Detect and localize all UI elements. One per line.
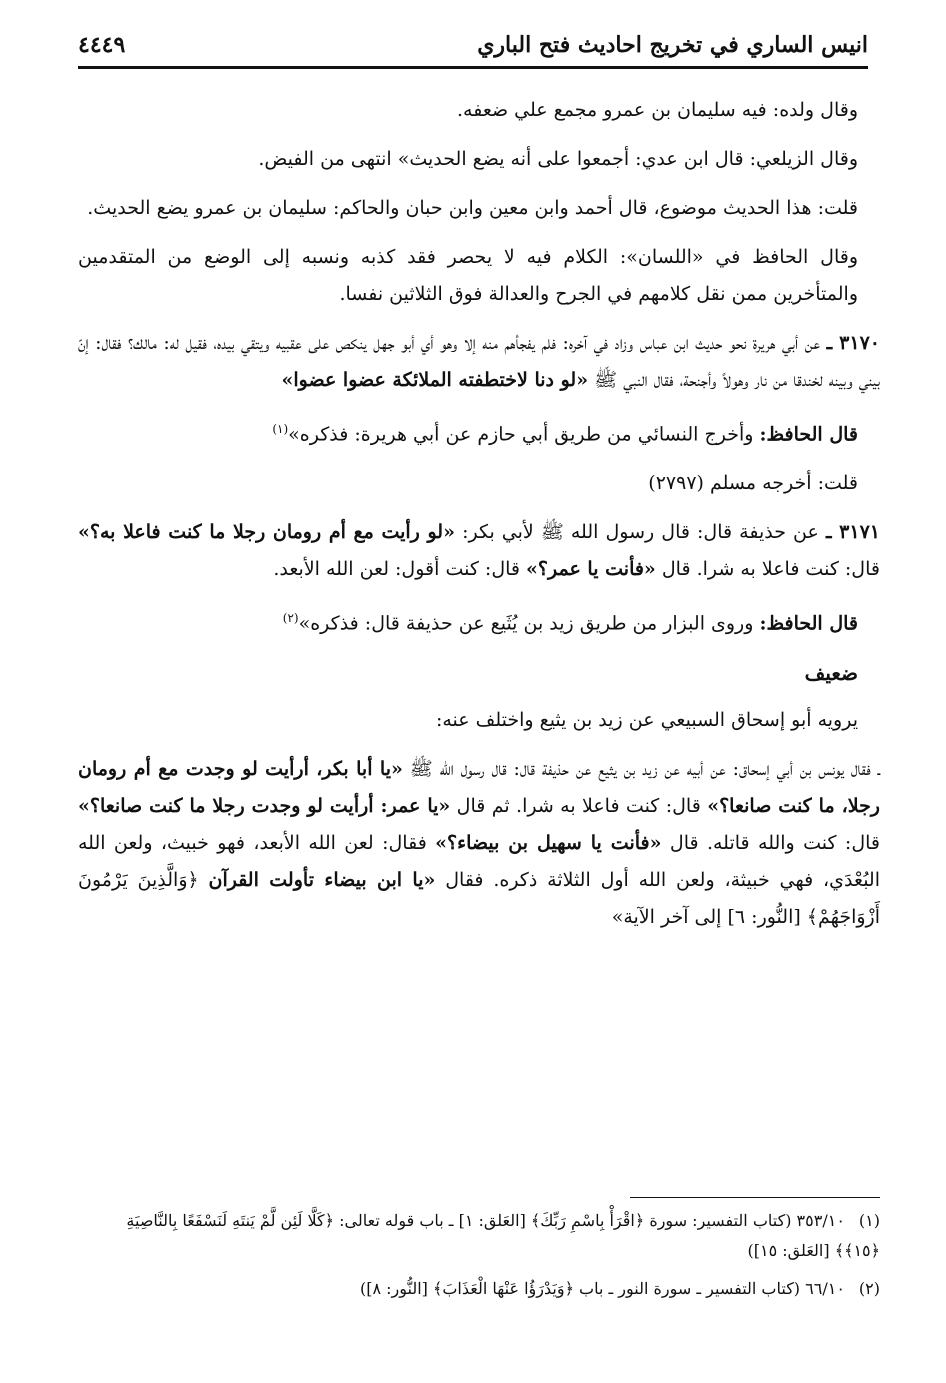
- narration-text: قال: كنت والله قاتله. قال: [669, 831, 880, 854]
- paragraph: وقال ولده: فيه سليمان بن عمرو مجمع علي ضعفه.: [456, 99, 858, 121]
- footnote: [78, 1206, 880, 1266]
- hadith-text: عن حذيفة قال: قال رسول الله ﷺ لأبي بكر:: [462, 521, 819, 544]
- hafiz-text: وروى البزار من طريق زيد بن يُثَيع عن حذيفة قال: فذكره»: [298, 612, 754, 635]
- footnote-number: (٢): [858, 1279, 880, 1298]
- footnote-text: ٣٥٣/١٠ (كتاب التفسير: سورة ﴿اقْرَأْ بِاسْمِ رَبِّكَ﴾ [العَلق: ١] ـ باب قوله تعالى: ﴿كَلَّا لَئِن لَّمْ يَنتَهِ لَنَسْفَعًا بِالنَّاصِيَةِ ﴿١٥﴾﴾ [العَلق: ١٥]): [126, 1211, 880, 1260]
- narration-text: قال: كنت فاعلا به شرا. ثم قال: [456, 794, 701, 817]
- footnote-ref: (١): [272, 422, 289, 436]
- footnote-text: ٦٦/١٠ (كتاب التفسير ـ سورة النور ـ باب ﴿وَيَدْرَؤُا عَنْهَا الْعَذَابَ﴾ [النُّور: ٨]): [359, 1279, 845, 1298]
- narration-text: فقال: لعن الله الأبعد، فهو خبيث، ولعن الله البُعْدَي، فهي خبيثة، ولعن الله أول الثلاثة ذكره. فقال: [78, 831, 880, 891]
- hafiz-comment: [78, 600, 880, 642]
- hadith-number: ٣١٧٠ ـ: [826, 332, 880, 354]
- hadith-3170: [78, 325, 880, 399]
- paragraph: وقال الحافظ في «اللسان»: الكلام فيه لا يحصر فقد كذبه ونسبه إلى الوضع من المتقدمين والمتأخرين ممن نقل كلامهم في الجرح والعدالة فوق الثلاثين نفسا.: [78, 246, 858, 305]
- header-rule: [78, 66, 868, 69]
- prophetic-quote: «يا ابن بيضاء تأولت القرآن: [208, 868, 436, 891]
- prophetic-quote: «لو دنا لاختطفته الملائكة عضوا عضوا»: [281, 369, 589, 391]
- hadith-text: قال: كنت أقول: لعن الله الأبعد.: [273, 558, 520, 581]
- paragraph: وقال الزيلعي: قال ابن عدي: أجمعوا على أنه يضع الحديث» انتهى من الفيض.: [258, 148, 858, 170]
- footnote-separator: [630, 1197, 880, 1198]
- page-number: ٤٤٤٩: [78, 32, 126, 58]
- footnote-ref: (٢): [282, 611, 299, 626]
- quran-verse: ﴿وَالَّذِينَ يَرْمُونَ أَزْوَاجَهُمْ﴾ [النُّور: ٦] إلى آخر الآية»: [78, 868, 880, 928]
- running-title: انيس الساري في تخريج احاديث فتح الباري: [477, 32, 868, 58]
- hafiz-comment: [78, 411, 880, 453]
- footnote-number: (١): [858, 1211, 880, 1230]
- hafiz-text: وأخرج النسائي من طريق أبي حازم عن أبي هريرة: فذكره»: [288, 423, 754, 446]
- paragraph: يرويه أبو إسحاق السبيعي عن زيد بن يثيع واختلف عنه:: [435, 708, 858, 731]
- hafiz-label: قال الحافظ:: [759, 423, 858, 446]
- prophetic-quote: «فأنت يا سهيل بن بيضاء؟»: [435, 831, 662, 854]
- hadith-3171: [78, 514, 880, 588]
- grade-heading: ضعيف: [804, 660, 858, 685]
- footnotes: [78, 1206, 880, 1312]
- prophetic-quote: «يا أبا بكر، أرأيت لو وجدت مع أم رومان رجلا، ما كنت صانعا؟»: [78, 757, 880, 817]
- yunus-narration: [78, 751, 880, 936]
- hadith-number: ٣١٧١ ـ: [825, 521, 880, 544]
- hadith-text: قال: كنت فاعلا به شرا. قال: [661, 558, 880, 581]
- prophetic-quote: «يا عمر: أرأيت لو وجدت رجلا ما كنت صانعا؟»: [78, 794, 451, 817]
- prophetic-quote: «فأنت يا عمر؟»: [526, 558, 656, 581]
- page-header: [78, 30, 868, 66]
- prophetic-quote: «لو رأيت مع أم رومان رجلا ما كنت فاعلا به؟»: [78, 521, 455, 544]
- qultu-note: قلت: أخرجه مسلم (٢٧٩٧): [648, 472, 858, 495]
- hafiz-label: قال الحافظ:: [759, 612, 858, 635]
- paragraph: قلت: هذا الحديث موضوع، قال أحمد وابن معين وابن حبان والحاكم: سليمان بن عمرو يضع الحديث.: [87, 197, 858, 219]
- main-text: [78, 92, 880, 948]
- footnote: [78, 1274, 880, 1304]
- hadith-text: عن أبي هريرة نحو حديث ابن عباس وزاد في آخره: فلم يفجأهم منه إلا وهو أي أبو جهل ينكص على عقبيه ويتقي بيده، فقيل له: مالك؟ فقال: إنّ بيني وبينه لخندقا من نار وهولاً وأجنحة، فقال النبي ﷺ: [78, 332, 880, 391]
- narration-text: ـ فقال يونس بن أبي إسحاق: عن أبيه عن زيد بن يثيع عن حذيفة قال: قال رسول الله ﷺ: [409, 757, 881, 780]
